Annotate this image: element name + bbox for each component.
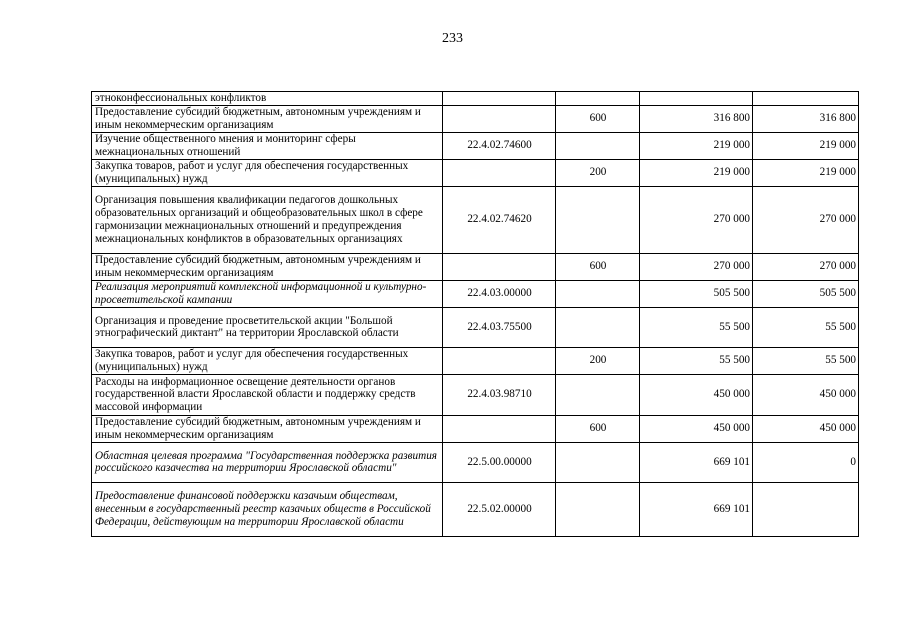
target-article-code-cell: 22.5.02.00000 xyxy=(443,482,556,536)
amount-year1-cell: 219 000 xyxy=(640,159,753,186)
expense-name-cell: Предоставление субсидий бюджетным, автономным учреждениям и иным некоммерческим организациям xyxy=(92,105,443,132)
target-article-code-cell: 22.4.02.74600 xyxy=(443,132,556,159)
budget-table xyxy=(91,91,859,537)
table-row xyxy=(92,307,859,347)
expense-name-cell: Организация повышения квалификации педагогов дошкольных образовательных организаций и общеобразовательных школ в сфере гармонизации межнациональных отношений и предупреждения межнациональных конфликтов в образовательных организациях xyxy=(92,186,443,253)
expense-type-cell: 200 xyxy=(556,347,640,374)
amount-year1-cell: 55 500 xyxy=(640,347,753,374)
expense-type-cell xyxy=(556,132,640,159)
expense-name-cell: Областная целевая программа "Государственная поддержка развития российского казачества на территории Ярославской области" xyxy=(92,442,443,482)
target-article-code-cell xyxy=(443,253,556,280)
target-article-code-cell: 22.5.00.00000 xyxy=(443,442,556,482)
expense-type-cell xyxy=(556,482,640,536)
amount-year1-cell: 316 800 xyxy=(640,105,753,132)
amount-year1-cell: 450 000 xyxy=(640,415,753,442)
expense-type-cell: 200 xyxy=(556,159,640,186)
expense-type-cell xyxy=(556,280,640,307)
expense-name-cell: Расходы на информационное освещение деятельности органов государственной власти Ярославской области и поддержку средств массовой информации xyxy=(92,374,443,415)
expense-type-cell: 600 xyxy=(556,253,640,280)
amount-year1-cell: 270 000 xyxy=(640,253,753,280)
expense-type-cell xyxy=(556,307,640,347)
expense-name-cell: Изучение общественного мнения и мониторинг сферы межнациональных отношений xyxy=(92,132,443,159)
expense-name-cell: этноконфессиональных конфликтов xyxy=(92,92,443,106)
target-article-code-cell xyxy=(443,105,556,132)
table-row xyxy=(92,186,859,253)
page-number: 233 xyxy=(442,31,463,46)
amount-year2-cell xyxy=(753,92,859,106)
amount-year2-cell: 316 800 xyxy=(753,105,859,132)
expense-name-cell: Закупка товаров, работ и услуг для обеспечения государственных (муниципальных) нужд xyxy=(92,159,443,186)
table-row xyxy=(92,92,859,106)
amount-year2-cell: 0 xyxy=(753,442,859,482)
table-row xyxy=(92,280,859,307)
expense-type-cell xyxy=(556,186,640,253)
amount-year1-cell: 219 000 xyxy=(640,132,753,159)
target-article-code-cell xyxy=(443,159,556,186)
expense-type-cell: 600 xyxy=(556,415,640,442)
table-row xyxy=(92,159,859,186)
amount-year2-cell: 450 000 xyxy=(753,374,859,415)
target-article-code-cell: 22.4.02.74620 xyxy=(443,186,556,253)
table-row xyxy=(92,105,859,132)
expense-type-cell xyxy=(556,442,640,482)
amount-year2-cell xyxy=(753,482,859,536)
expense-name-cell: Реализация мероприятий комплексной информационной и культурно-просветительской кампании xyxy=(92,280,443,307)
table-row xyxy=(92,482,859,536)
amount-year2-cell: 270 000 xyxy=(753,186,859,253)
table-row xyxy=(92,253,859,280)
budget-table-body xyxy=(92,92,859,537)
target-article-code-cell: 22.4.03.98710 xyxy=(443,374,556,415)
amount-year2-cell: 55 500 xyxy=(753,307,859,347)
amount-year1-cell: 55 500 xyxy=(640,307,753,347)
expense-name-cell: Закупка товаров, работ и услуг для обеспечения государственных (муниципальных) нужд xyxy=(92,347,443,374)
expense-name-cell: Предоставление финансовой поддержки казачьим обществам, внесенным в государственный реестр казачьих обществ в Российской Федерации, действующим на территории Ярославской области xyxy=(92,482,443,536)
amount-year2-cell: 55 500 xyxy=(753,347,859,374)
amount-year2-cell: 450 000 xyxy=(753,415,859,442)
amount-year1-cell: 450 000 xyxy=(640,374,753,415)
amount-year1-cell: 505 500 xyxy=(640,280,753,307)
table-row xyxy=(92,415,859,442)
target-article-code-cell: 22.4.03.00000 xyxy=(443,280,556,307)
amount-year2-cell: 270 000 xyxy=(753,253,859,280)
amount-year2-cell: 219 000 xyxy=(753,159,859,186)
expense-name-cell: Организация и проведение просветительской акции "Большой этнографический диктант" на территории Ярославской области xyxy=(92,307,443,347)
table-row xyxy=(92,132,859,159)
target-article-code-cell xyxy=(443,415,556,442)
expense-type-cell: 600 xyxy=(556,105,640,132)
expense-type-cell xyxy=(556,374,640,415)
target-article-code-cell xyxy=(443,92,556,106)
amount-year1-cell xyxy=(640,92,753,106)
expense-type-cell xyxy=(556,92,640,106)
amount-year2-cell: 505 500 xyxy=(753,280,859,307)
table-row xyxy=(92,347,859,374)
expense-name-cell: Предоставление субсидий бюджетным, автономным учреждениям и иным некоммерческим организациям xyxy=(92,253,443,280)
amount-year1-cell: 669 101 xyxy=(640,442,753,482)
table-row xyxy=(92,442,859,482)
amount-year1-cell: 270 000 xyxy=(640,186,753,253)
amount-year1-cell: 669 101 xyxy=(640,482,753,536)
target-article-code-cell: 22.4.03.75500 xyxy=(443,307,556,347)
amount-year2-cell: 219 000 xyxy=(753,132,859,159)
table-row xyxy=(92,374,859,415)
target-article-code-cell xyxy=(443,347,556,374)
expense-name-cell: Предоставление субсидий бюджетным, автономным учреждениям и иным некоммерческим организациям xyxy=(92,415,443,442)
